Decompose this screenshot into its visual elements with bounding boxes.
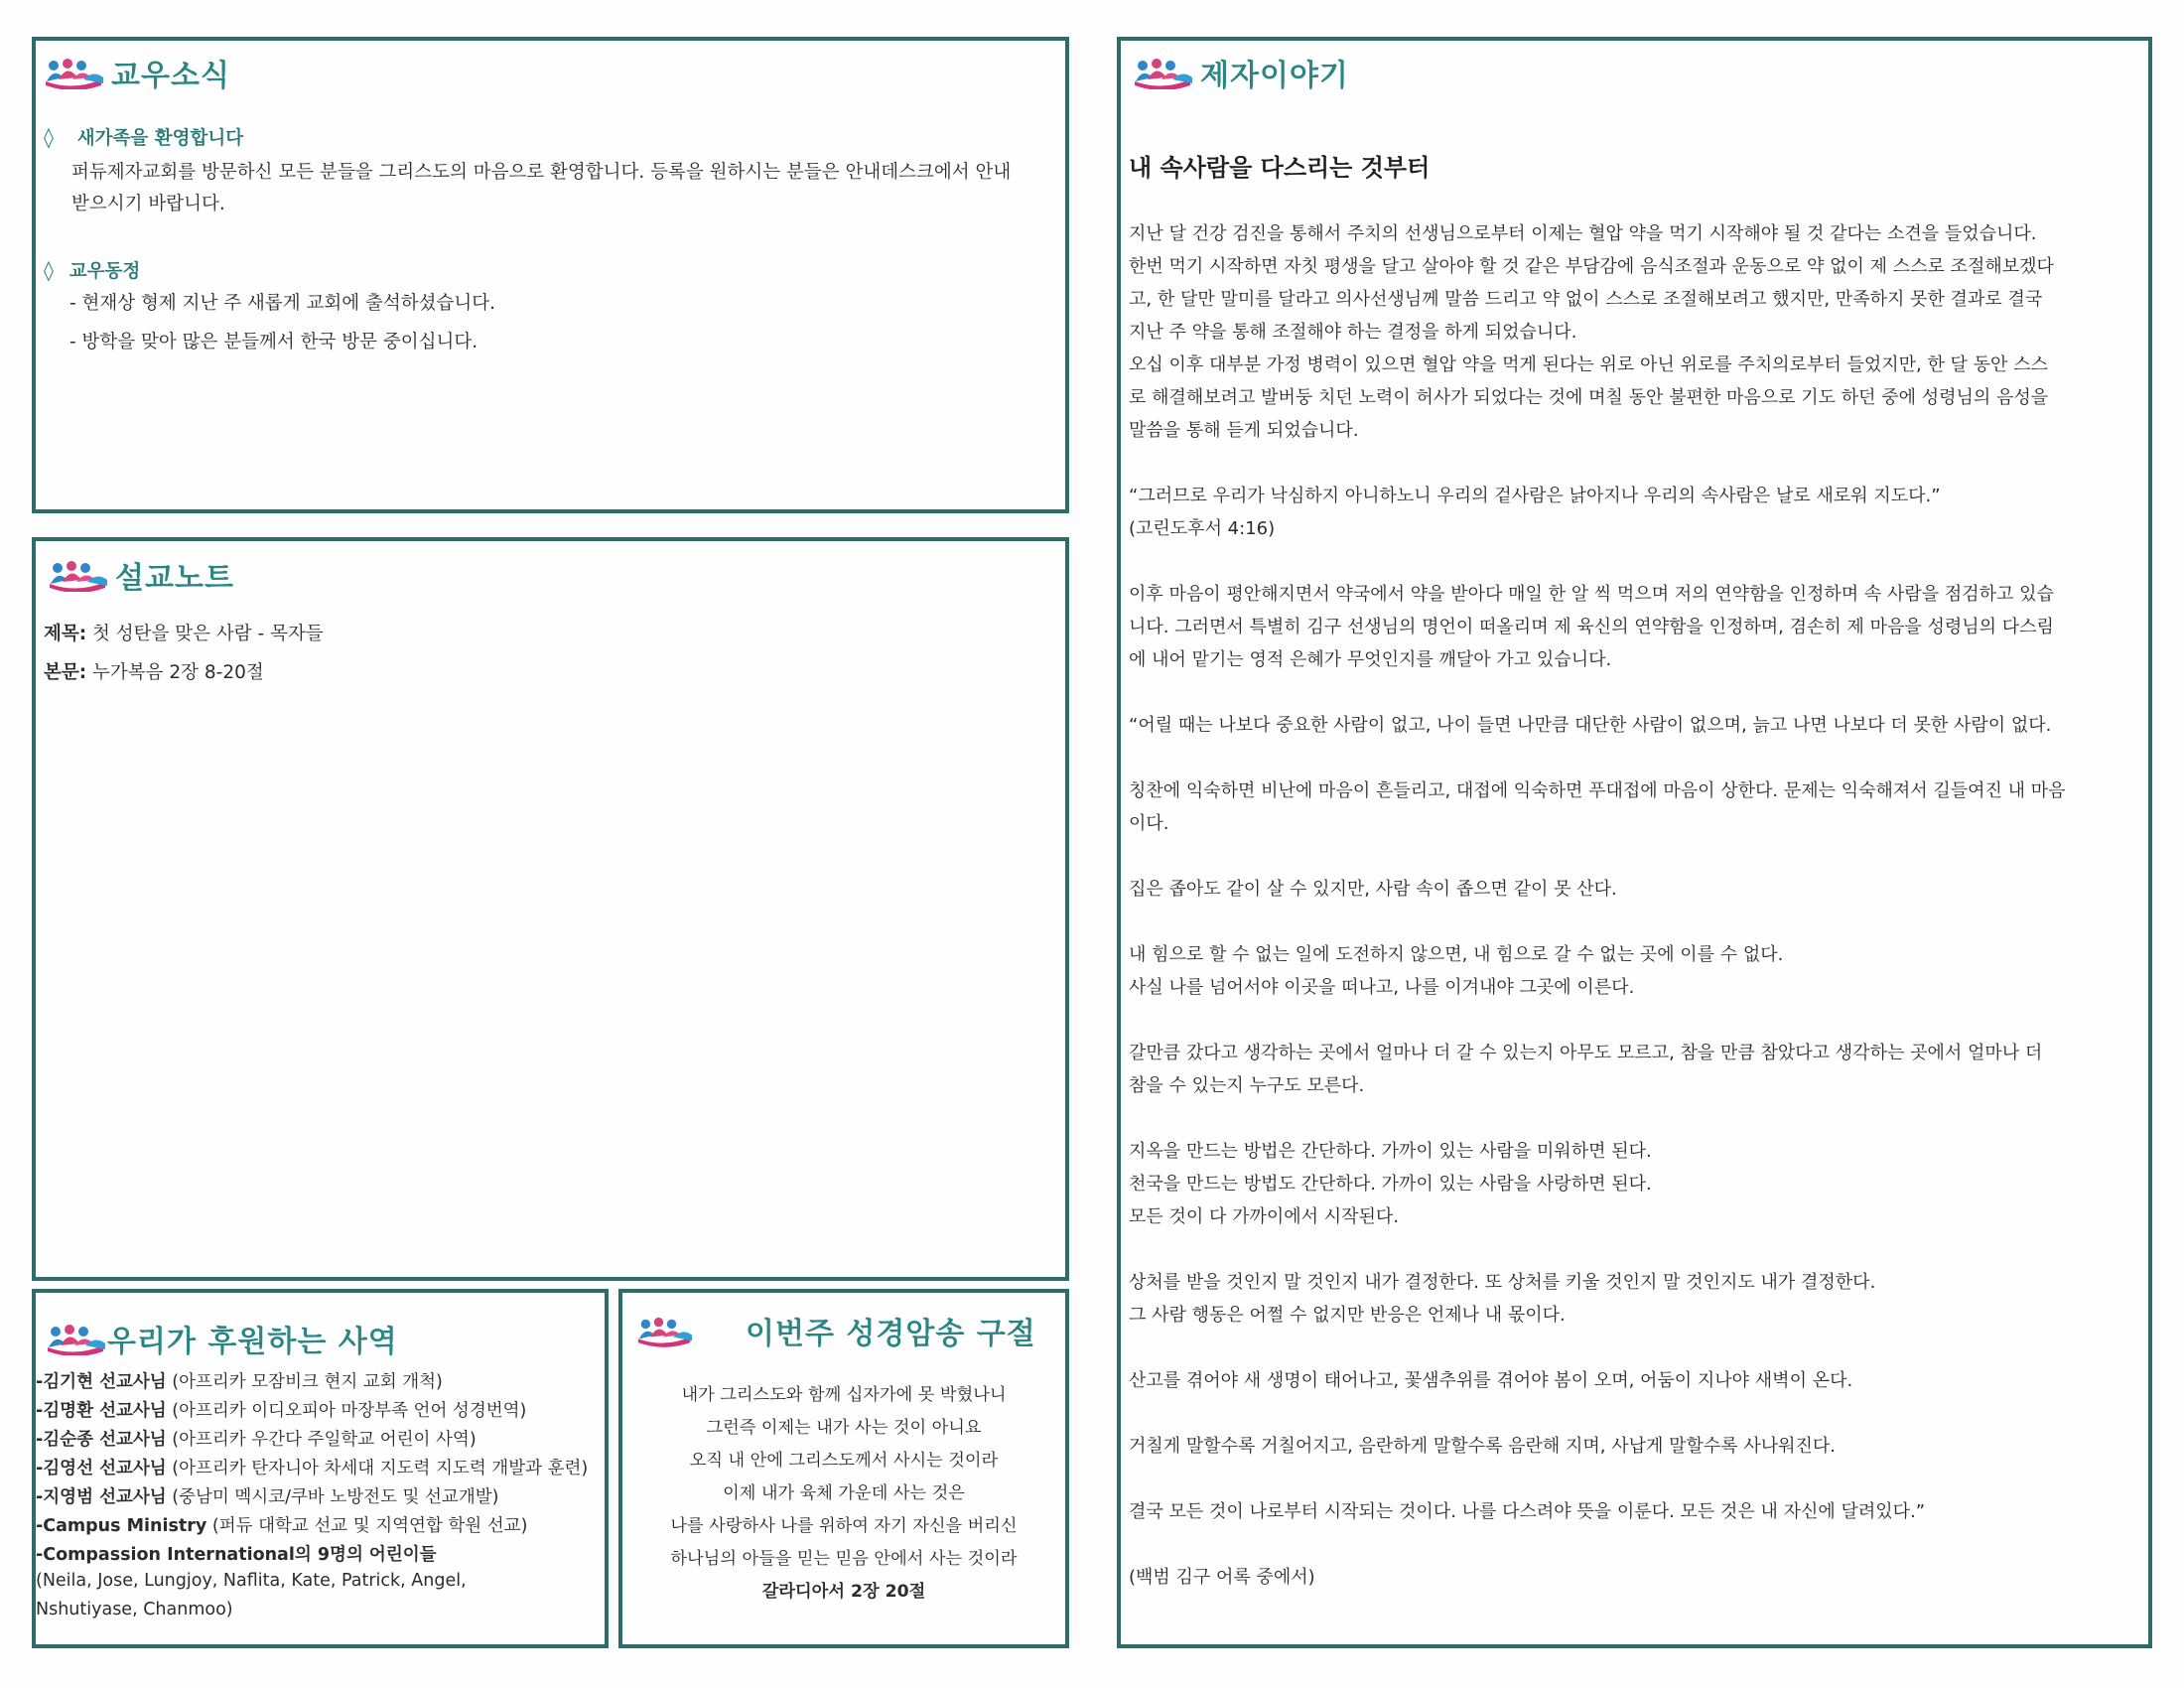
church-logo-icon bbox=[636, 1314, 694, 1347]
memory-verse-header bbox=[636, 1309, 1036, 1352]
missions-panel bbox=[32, 1289, 609, 1648]
story-line: 집은 좁아도 같이 살 수 있지만, 사람 속이 좁으면 같이 못 산다. bbox=[1129, 879, 1617, 900]
story-line bbox=[1129, 1528, 2146, 1561]
members-heading-row bbox=[44, 257, 140, 283]
church-logo-icon bbox=[1133, 56, 1194, 89]
welcome-heading-row bbox=[44, 124, 243, 150]
disciple-story-body bbox=[1129, 217, 2146, 1594]
members-line: - 현재상 형제 지난 주 새롭게 교회에 출석하셨습니다. bbox=[69, 293, 496, 314]
disciple-story-header bbox=[1133, 51, 1349, 94]
sermon-notes-panel bbox=[32, 537, 1069, 1281]
story-line bbox=[1129, 742, 2146, 774]
story-line bbox=[1129, 906, 2146, 938]
sermon-text-row bbox=[44, 658, 264, 684]
mission-item: -김기현 선교사님 (아프리카 모잠비크 현지 교회 개척) bbox=[36, 1372, 443, 1392]
story-line bbox=[1129, 840, 2146, 873]
story-line bbox=[1129, 1332, 2146, 1364]
story-line: 상처를 받을 것인지 말 것인지 내가 결정한다. 또 상처를 키울 것인지 말 것인지도 내가 결정한다. bbox=[1129, 1272, 1876, 1293]
story-line: 말씀을 통해 듣게 되었습니다. bbox=[1129, 420, 1359, 441]
compassion-children: (Neila, Jose, Lungjoy, Naflita, Kate, Patrick, Angel, bbox=[36, 1571, 467, 1591]
story-line: 참을 수 있는지 누구도 모른다. bbox=[1129, 1075, 1365, 1096]
story-line: 지난 달 건강 검진을 통해서 주치의 선생님으로부터 이제는 혈압 약을 먹기 시작해야 될 것 같다는 소견을 들었습니다. bbox=[1129, 223, 2037, 244]
story-line: “어릴 때는 나보다 중요한 사람이 없고, 나이 들면 나만큼 대단한 사람이 없으며, 늙고 나면 나보다 더 못한 사람이 없다. bbox=[1129, 715, 2052, 736]
story-line bbox=[1129, 545, 2146, 578]
mission-item: -김영선 선교사님 (아프리카 탄자니아 차세대 지도력 지도력 개발과 훈련) bbox=[36, 1459, 589, 1478]
diamond-bullet-icon: ◊ bbox=[44, 258, 54, 282]
sermon-subject-row bbox=[44, 620, 324, 645]
verse-line: 나를 사랑하사 나를 위하여 자기 자신을 버리신 bbox=[670, 1516, 1018, 1536]
story-line bbox=[1129, 676, 2146, 709]
verse-line: 하나님의 아들을 믿는 믿음 안에서 사는 것이라 bbox=[670, 1549, 1018, 1569]
church-news-panel bbox=[32, 37, 1069, 513]
missions-title: 우리가 후원하는 사역 bbox=[107, 1325, 398, 1359]
verse-line: 그런즉 이제는 내가 사는 것이 아니요 bbox=[706, 1418, 982, 1438]
story-line: 오십 이후 대부분 가정 병력이 있으면 혈압 약을 먹게 된다는 위로 아닌 위로를 주치의로부터 들었지만, 한 달 동안 스스 bbox=[1129, 354, 2048, 375]
mission-item: -지영범 선교사님 (중남미 멕시코/쿠바 노방전도 및 선교개발) bbox=[36, 1487, 499, 1507]
members-heading: 교우동정 bbox=[68, 261, 141, 282]
story-line bbox=[1129, 1102, 2146, 1135]
story-line: 모든 것이 다 가까이에서 시작된다. bbox=[1129, 1206, 1400, 1227]
welcome-line: 퍼듀제자교회를 방문하신 모든 분들을 그리스도의 마음으로 환영합니다. 등록을 원하시는 분들은 안내데스크에서 안내 bbox=[71, 162, 1012, 183]
mission-item: -김명환 선교사님 (아프리카 이디오피아 마장부족 언어 성경번역) bbox=[36, 1401, 527, 1421]
memory-verse-panel bbox=[618, 1289, 1069, 1648]
story-line: 고, 한 달만 말미를 달라고 의사선생님께 말씀 드리고 약 없이 스스로 조절해보려고 했지만, 만족하지 못한 결과로 결국 bbox=[1129, 289, 2043, 310]
story-line: 이후 마음이 평안해지면서 약국에서 약을 받아다 매일 한 알 씩 먹으며 저의 연약함을 인정하며 속 사람을 점검하고 있습 bbox=[1129, 584, 2054, 605]
story-line: (고린도후서 4:16) bbox=[1129, 518, 1276, 539]
story-line: 갈만큼 갔다고 생각하는 곳에서 얼마나 더 갈 수 있는지 아무도 모르고, 참을 만큼 참았다고 생각하는 곳에서 얼마나 더 bbox=[1129, 1043, 2043, 1063]
story-line bbox=[1129, 1233, 2146, 1266]
memory-verse-title: 이번주 성경암송 구절 bbox=[746, 1317, 1036, 1351]
disciple-story-title: 제자이야기 bbox=[1200, 59, 1349, 93]
story-line: 에 내어 맡기는 영적 은혜가 무엇인지를 깨달아 가고 있습니다. bbox=[1129, 649, 1612, 670]
story-line: 천국을 만드는 방법도 간단하다. 가까이 있는 사람을 사랑하면 된다. bbox=[1129, 1174, 1652, 1195]
story-line bbox=[1129, 447, 2146, 480]
disciple-story-heading: 내 속사람을 다스리는 것부터 bbox=[1129, 154, 1431, 182]
disciple-story-panel bbox=[1117, 37, 2152, 1648]
welcome-line: 받으시기 바랍니다. bbox=[71, 194, 225, 214]
story-line: 산고를 겪어야 새 생명이 태어나고, 꽃샘추위를 겪어야 봄이 오며, 어둠이 지나야 새벽이 온다. bbox=[1129, 1370, 1853, 1391]
story-line: 칭찬에 익숙하면 비난에 마음이 흔들리고, 대접에 익숙하면 푸대접에 마음이 상한다. 문제는 익숙해져서 길들여진 내 마음 bbox=[1129, 780, 2066, 801]
story-line: 그 사람 행동은 어쩔 수 없지만 반응은 언제나 내 몫이다. bbox=[1129, 1305, 1566, 1326]
sermon-notes-title: 설교노트 bbox=[115, 561, 234, 596]
church-news-title: 교우소식 bbox=[111, 59, 230, 93]
story-line: 한번 먹기 시작하면 자칫 평생을 달고 살아야 할 것 같은 부담감에 음식조절과 운동으로 약 없이 제 스스로 조절해보겠다 bbox=[1129, 256, 2054, 277]
church-logo-icon bbox=[48, 558, 109, 592]
compassion-children: Nshutiyase, Chanmoo) bbox=[36, 1600, 233, 1619]
story-line: “그러므로 우리가 낙심하지 아니하노니 우리의 겉사람은 낡아지나 우리의 속사람은 날로 새로워 지도다.” bbox=[1129, 486, 1941, 506]
story-line: 이다. bbox=[1129, 813, 1169, 834]
church-logo-icon bbox=[46, 1322, 107, 1355]
sermon-text: 누가복음 2장 8-20절 bbox=[86, 662, 264, 683]
sermon-text-label: 본문: bbox=[44, 662, 87, 683]
story-line bbox=[1129, 1463, 2146, 1495]
sermon-notes-header bbox=[48, 553, 234, 597]
story-line: 내 힘으로 할 수 없는 일에 도전하지 않으면, 내 힘으로 갈 수 없는 곳에 이를 수 없다. bbox=[1129, 944, 1784, 965]
story-line: 결국 모든 것이 나로부터 시작되는 것이다. 나를 다스려야 뜻을 이룬다. 모든 것은 내 자신에 달려있다.” bbox=[1129, 1501, 1926, 1522]
missions-header bbox=[46, 1317, 398, 1360]
story-line: 지난 주 약을 통해 조절해야 하는 결정을 하게 되었습니다. bbox=[1129, 322, 1577, 343]
story-line bbox=[1129, 1397, 2146, 1430]
verse-line: 내가 그리스도와 함께 십자가에 못 박혔나니 bbox=[681, 1385, 1007, 1405]
mission-item: -김순종 선교사님 (아프리카 우간다 주일학교 어린이 사역) bbox=[36, 1430, 477, 1450]
church-logo-icon bbox=[44, 56, 105, 89]
verse-line: 오직 내 안에 그리스도께서 사시는 것이라 bbox=[689, 1451, 999, 1471]
story-line: (백범 김구 어록 중에서) bbox=[1129, 1567, 1315, 1588]
diamond-bullet-icon: ◊ bbox=[44, 125, 54, 149]
verse-reference: 갈라디아서 2장 20절 bbox=[761, 1582, 926, 1602]
church-news-header bbox=[44, 51, 230, 94]
sermon-subject: 첫 성탄을 맞은 사람 - 목자들 bbox=[86, 624, 324, 644]
mission-item: -Campus Ministry (퍼듀 대학교 선교 및 지역연합 학원 선교) bbox=[36, 1516, 528, 1536]
story-line: 로 해결해보려고 발버둥 치던 노력이 허사가 되었다는 것에 며칠 동안 불편한 마음으로 기도 하던 중에 성령님의 음성을 bbox=[1129, 387, 2049, 408]
story-line: 니다. 그러면서 특별히 김구 선생님의 명언이 떠올리며 제 육신의 연약함을 인정하며, 겸손히 제 마음을 성령님의 다스림 bbox=[1129, 617, 2054, 637]
members-line: - 방학을 맞아 많은 분들께서 한국 방문 중이십니다. bbox=[69, 332, 478, 352]
mission-item: -Compassion International의 9명의 어린이들 bbox=[36, 1545, 437, 1565]
verse-line: 이제 내가 육체 가운데 사는 것은 bbox=[723, 1483, 965, 1503]
sermon-subject-label: 제목: bbox=[44, 624, 87, 644]
story-line: 사실 나를 넘어서야 이곳을 떠나고, 나를 이겨내야 그곳에 이른다. bbox=[1129, 977, 1635, 998]
welcome-heading: 새가족을 환영합니다 bbox=[76, 128, 244, 149]
story-line bbox=[1129, 1004, 2146, 1037]
story-line: 거칠게 말할수록 거칠어지고, 음란하게 말할수록 음란해 지며, 사납게 말할수록 사나워진다. bbox=[1129, 1436, 1837, 1457]
story-line: 지옥을 만드는 방법은 간단하다. 가까이 있는 사람을 미워하면 된다. bbox=[1129, 1141, 1652, 1162]
